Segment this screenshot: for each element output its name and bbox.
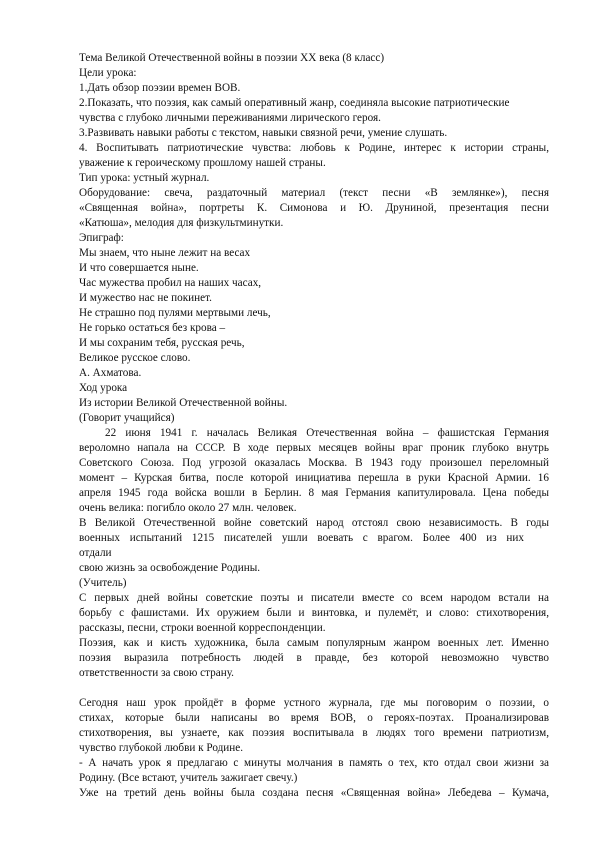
- text-line: Не горько остаться без крова –: [79, 322, 226, 334]
- document-page: [79, 51, 549, 801]
- text-line: отдали: [79, 547, 112, 559]
- text-line: С первых дней войны советские поэты и писатели вместе со всем народом встали на: [79, 592, 549, 604]
- text-line: ответственности за свою страну.: [79, 667, 234, 679]
- text-line: Тема Великой Отечественной войны в поэзии ХХ века (8 класс): [79, 52, 385, 64]
- text-line: стихотворения, вы узнаете, как поэзия воспитывала в людях того времени патриотизм,: [79, 727, 549, 739]
- text-line: И что совершается ныне.: [79, 262, 199, 274]
- text-line: Час мужества пробил на наших часах,: [79, 277, 262, 289]
- text-line: 1.Дать обзор поэзии времен ВОВ.: [79, 82, 241, 94]
- text-line: Мы знаем, что ныне лежит на весах: [79, 247, 251, 259]
- text-line: свою жизнь за освобождение Родины.: [79, 562, 261, 574]
- text-line: 4. Воспитывать патриотические чувства: любовь к Родине, интерес к истории страны,: [79, 142, 549, 154]
- text-line: поэзия выразила потребность людей в правде, без которой невозможно чувство: [79, 652, 549, 664]
- text-line: «Священная война», портреты К. Симонова и Ю. Друниной, презентация песни: [79, 202, 549, 214]
- text-line: чувство глубокой любви к Родине.: [79, 742, 244, 754]
- text-line: - А начать урок я предлагаю с минуты молчания в память о тех, кто отдал свои жизни за: [79, 757, 549, 769]
- text-line: Поэзия, как и кисть художника, была самым популярным жанром военных лет. Именно: [79, 637, 549, 649]
- text-line: Великое русское слово.: [79, 352, 191, 364]
- blank-line: [79, 681, 549, 696]
- text-line: Из истории Великой Отечественной войны.: [79, 397, 288, 409]
- text-line: (Учитель): [79, 577, 127, 589]
- text-line: Уже на третий день войны была создана песня «Священная война» Лебедева – Кумача,: [79, 787, 549, 799]
- text-line: Тип урока: устный журнал.: [79, 172, 210, 184]
- text-line: Сегодня наш урок пройдёт в форме устного журнала, где мы поговорим о поэзии, о: [79, 697, 549, 709]
- text-line: Ход урока: [79, 382, 128, 394]
- text-line: борьбу с фашистами. Их оружием были и винтовка, и пулемёт, и слово: стихотворения,: [79, 607, 549, 619]
- text-line: 2.Показать, что поэзия, как самый оперативный жанр, соединяла высокие патриотические: [79, 97, 510, 109]
- text-line: И мы сохраним тебя, русская речь,: [79, 337, 245, 349]
- text-line: стихах, которые были написаны во время ВОВ, о героях-поэтах. Проанализировав: [79, 712, 549, 724]
- text-line: рассказы, песни, строки военной корреспонденции.: [79, 622, 326, 634]
- text-line: Оборудование: свеча, раздаточный материал (текст песни «В землянке»), песня: [79, 187, 549, 199]
- text-line: очень велика: погибло около 27 млн. человек.: [79, 502, 297, 514]
- text-line: (Говорит учащийся): [79, 412, 175, 424]
- text-line: 3.Развивать навыки работы с текстом, навыки связной речи, умение слушать.: [79, 127, 448, 139]
- text-line: военных испытаний 1215 писателей ушли воевать с врагом. Более 400 из них: [79, 532, 524, 544]
- text-line: Не страшно под пулями мертвыми лечь,: [79, 307, 271, 319]
- text-line: апреля 1945 года войска вошли в Берлин. 8 мая Германия капитулировала. Цена победы: [79, 487, 549, 499]
- text-line: 22 июня 1941 г. началась Великая Отечественная война – фашистская Германия: [105, 427, 549, 439]
- text-line: момент – Курская битва, после которой инициатива перешла в руки Красной Армии. 16: [79, 472, 549, 484]
- text-line: Эпиграф:: [79, 232, 124, 244]
- text-line: Родину. (Все встают, учитель зажигает свечу.): [79, 772, 298, 784]
- text-line: В Великой Отечественной войне советский народ отстоял свою независимость. В годы: [79, 517, 549, 529]
- text-line: Цели урока:: [79, 67, 137, 79]
- text-line: уважение к героическому прошлому нашей страны.: [79, 157, 326, 169]
- text-line: И мужество нас не покинет.: [79, 292, 212, 304]
- text-line: вероломно напала на СССР. В ходе первых месяцев войны враг проник глубоко внутрь: [79, 442, 549, 454]
- text-line: чувства с глубоко личными переживаниями лирического героя.: [79, 112, 381, 124]
- text-line: «Катюша», мелодия для физкультминутки.: [79, 217, 284, 229]
- text-line: Советского Союза. Под угрозой оказалась Москва. В 1943 году произошел переломный: [79, 457, 549, 469]
- text-line: А. Ахматова.: [79, 367, 142, 379]
